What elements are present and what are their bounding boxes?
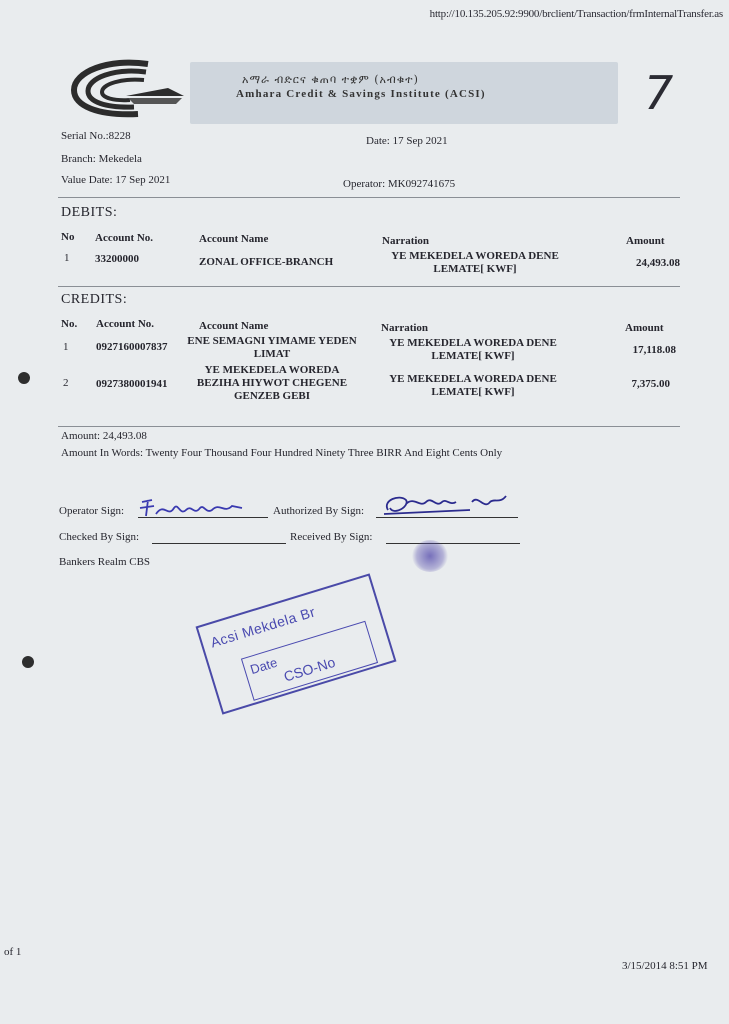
debit-row-amount: 24,493.08 bbox=[636, 257, 680, 269]
total-amount: Amount: 24,493.08 bbox=[61, 430, 147, 442]
date: Date: 17 Sep 2021 bbox=[366, 135, 448, 147]
credit-row-no: 2 bbox=[63, 377, 69, 389]
debits-col-account-name: Account Name bbox=[199, 233, 269, 245]
debit-row-narration: YE MEKEDELA WOREDA DENE LEMATE[ KWF] bbox=[391, 250, 559, 275]
operator-signature bbox=[138, 494, 270, 522]
stamp-date-label: Date bbox=[248, 654, 280, 678]
credits-col-account-name: Account Name bbox=[199, 320, 269, 332]
authorized-sign-label: Authorized By Sign: bbox=[273, 505, 365, 517]
amount-in-words: Amount In Words: Twenty Four Thousand Four Hundred Ninety Three BIRR And Eight Cents Only bbox=[61, 447, 503, 459]
punch-hole bbox=[22, 656, 34, 668]
debits-col-account-no: Account No. bbox=[95, 232, 154, 244]
punch-hole bbox=[18, 372, 30, 384]
credit-row-account-no: 0927160007837 bbox=[96, 341, 168, 353]
credit-row-no: 1 bbox=[63, 341, 69, 353]
credit-row-narration: YE MEKEDELA WOREDA DENE LEMATE[ KWF] bbox=[389, 337, 557, 362]
operator-id: Operator: MK092741675 bbox=[343, 178, 456, 190]
serial-number: Serial No.:8228 bbox=[61, 130, 131, 142]
divider bbox=[58, 426, 680, 427]
divider bbox=[58, 197, 680, 198]
amharic-title: አማራ ብድርና ቁጠባ ተቋም (አብቁተ) bbox=[242, 73, 419, 86]
credit-row-account-name: YE MEKEDELA WOREDA BEZIHA HIYWOT CHEGENE GENZEB GEBI bbox=[196, 364, 348, 402]
system-name: Bankers Realm CBS bbox=[59, 556, 151, 568]
checked-sign-line bbox=[152, 543, 286, 544]
debits-col-amount: Amount bbox=[626, 235, 665, 247]
credit-row-account-name: ENE SEMAGNI YIMAME YEDEN LIMAT bbox=[187, 335, 357, 360]
authorized-signature bbox=[380, 490, 520, 524]
received-sign-label: Received By Sign: bbox=[290, 531, 373, 543]
credit-row-amount: 17,118.08 bbox=[632, 344, 676, 356]
branch: Branch: Mekedela bbox=[61, 153, 142, 165]
credits-col-amount: Amount bbox=[625, 322, 664, 334]
branch-stamp bbox=[196, 573, 397, 714]
received-sign-line bbox=[386, 543, 520, 544]
value-date: Value Date: 17 Sep 2021 bbox=[61, 174, 171, 186]
debits-col-no: No bbox=[61, 231, 75, 243]
handwritten-page-number: 7 bbox=[644, 66, 674, 120]
checked-sign-label: Checked By Sign: bbox=[59, 531, 140, 543]
source-url: http://10.135.205.92:9900/brclient/Transaction/frmInternalTransfer.as bbox=[429, 8, 723, 20]
divider bbox=[58, 286, 680, 287]
stamp-cso-label: CSO-No bbox=[281, 653, 338, 685]
credits-col-no: No. bbox=[61, 318, 78, 330]
debit-row-no: 1 bbox=[64, 252, 70, 264]
page-of: of 1 bbox=[4, 946, 22, 958]
credit-row-amount: 7,375.00 bbox=[631, 378, 670, 390]
debit-row-account-name: ZONAL OFFICE-BRANCH bbox=[199, 256, 334, 268]
debit-row-account-no: 33200000 bbox=[95, 253, 139, 265]
credits-col-narration: Narration bbox=[381, 322, 429, 334]
debits-title: DEBITS: bbox=[61, 205, 118, 220]
stamp-text: Acsi Mekdela Br bbox=[208, 603, 318, 651]
credit-row-narration: YE MEKEDELA WOREDA DENE LEMATE[ KWF] bbox=[389, 373, 557, 398]
organization-name: Amhara Credit & Savings Institute (ACSI) bbox=[236, 88, 486, 100]
debits-col-narration: Narration bbox=[382, 235, 430, 247]
print-timestamp: 3/15/2014 8:51 PM bbox=[622, 960, 708, 972]
acsi-logo-icon bbox=[68, 58, 186, 118]
ink-smudge bbox=[412, 540, 448, 572]
credits-col-account-no: Account No. bbox=[96, 318, 155, 330]
credit-row-account-no: 0927380001941 bbox=[96, 378, 168, 390]
credits-title: CREDITS: bbox=[61, 292, 128, 307]
operator-sign-label: Operator Sign: bbox=[59, 505, 125, 517]
